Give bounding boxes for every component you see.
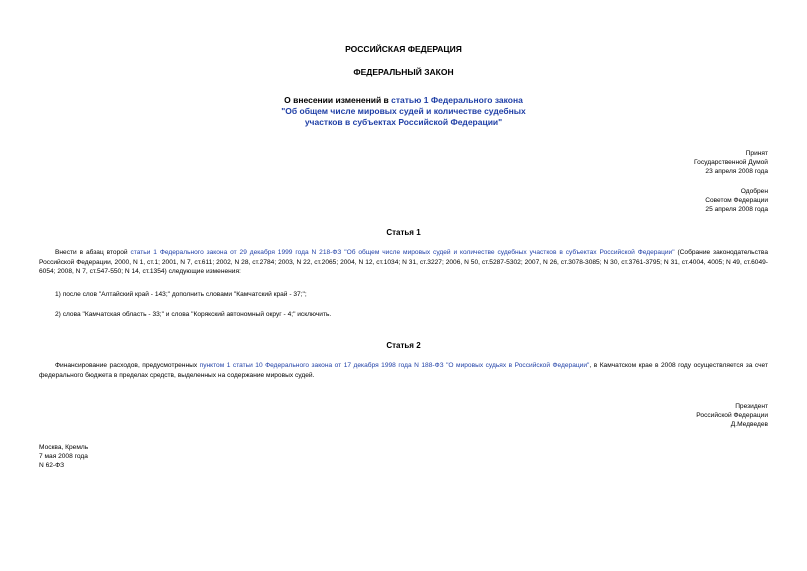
article1-text-start: Внести в абзац второй <box>55 249 131 256</box>
country-heading: РОССИЙСКАЯ ФЕДЕРАЦИЯ <box>345 44 462 54</box>
adopted-body: Государственной Думой <box>694 159 768 167</box>
approved-body: Советом Федерации <box>705 197 768 205</box>
law-title-link[interactable]: статью 1 Федерального закона <box>391 95 523 105</box>
article2-text-end: , в Камчатском крае в 2008 году осуществляется за счет федерального бюджета в пределах средств, выделенных на содержание мировых судей. <box>39 362 769 379</box>
law-title <box>0 95 807 128</box>
law-title-line2 <box>0 106 807 117</box>
footer-place: Москва, Кремль <box>39 444 89 451</box>
footer-number: N 62-ФЗ <box>39 462 65 470</box>
law-title-line3 <box>0 117 807 128</box>
approved-date: 25 апреля 2008 года <box>705 206 768 214</box>
signature-name: Д.Медведев <box>730 421 768 429</box>
article1-paragraph <box>39 248 768 277</box>
signature-country: Российской Федерации <box>696 412 768 420</box>
article1-heading: Статья 1 <box>386 228 421 237</box>
article2-law-link[interactable]: пунктом 1 статьи 10 Федерального закона от 17 декабря 1998 года N 188-ФЗ "О мировых судьях в Российской Федерации" <box>199 362 590 369</box>
approved-block <box>705 187 768 215</box>
approved-label: Одобрен <box>740 188 768 195</box>
article1-law-link[interactable]: статьи 1 Федерального закона от 29 декабря 1999 года N 218-ФЗ "Об общем числе мировых судей и количестве судебных участков в субъектах Российской Федерации" <box>130 249 675 256</box>
law-title-prefix: О внесении изменений в <box>284 95 392 105</box>
signature-block <box>696 402 768 430</box>
adopted-block <box>694 149 768 177</box>
footer-date: 7 мая 2008 года <box>39 453 88 461</box>
law-title-line1 <box>0 95 807 106</box>
signature-title: Президент <box>735 403 768 410</box>
law-title-link-line2[interactable]: "Об общем числе мировых судей и количестве судебных <box>281 106 526 116</box>
adopted-date: 23 апреля 2008 года <box>705 168 768 176</box>
article2-paragraph <box>39 361 768 380</box>
doc-type-heading: ФЕДЕРАЛЬНЫЙ ЗАКОН <box>353 67 454 77</box>
article1-item2: 2) слова "Камчатская область - 33;" и слова "Корякский автономный округ - 4;" исключить. <box>55 311 332 318</box>
article1-text-end: (Собрание законодательства Российской Федерации, 2000, N 1, ст.1; 2001, N 7, ст.611; 2002, N 28, ст.2784; 2003, N 22, ст.2065; 2004, N 12, ст.1034; N 31, ст.3227; 2006, N 50, ст.5287-5302; 2007, N 26, ст.3078-3085; N 30, ст.3761-3795; N 31, ст.4004, 4005; N 49, ст.6049-6054; 2008, N 7, ст.547-550; N 14, ст.1354) следующие изменения: <box>39 249 768 275</box>
footer-block <box>39 443 88 471</box>
article2-text-start: Финансирование расходов, предусмотренных <box>55 362 200 369</box>
adopted-label: Принят <box>745 150 768 157</box>
law-title-link-line3[interactable]: участков в субъектах Российской Федерации" <box>304 117 503 127</box>
article2-heading: Статья 2 <box>386 341 421 350</box>
article1-item1: 1) после слов "Алтайский край - 143;" дополнить словами "Камчатский край - 37;"; <box>55 291 307 298</box>
